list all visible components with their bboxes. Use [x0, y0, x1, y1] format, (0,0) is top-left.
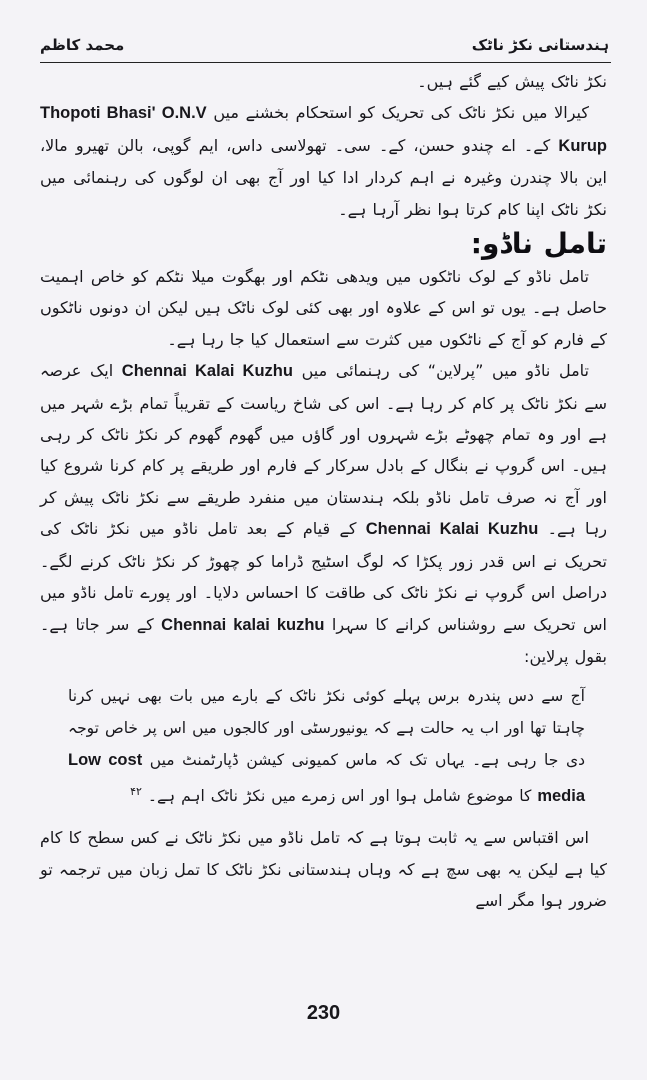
paragraph-text: کے سر جاتا ہے۔ بقول پرلاین:	[40, 614, 607, 666]
paragraph-text: کے قیام کے بعد تامل ناڈو میں نکڑ ناٹک کی تحریک نے اس قدر زور پکڑا کہ لوگ اسٹیج ڈراما کو چھوڑ کر نکڑ ناٹک کرنے لگے۔ دراصل اس گروپ نے نکڑ ناٹک کی طاقت کا احساس دلایا۔ اور پورے تامل ناڈو میں اس تحریک سے روشناس کرانے کا سہرا	[40, 519, 607, 634]
paragraph-text: کیرالا میں نکڑ ناٹک کی تحریک کو استحکام بخشنے میں	[213, 103, 589, 123]
page-number: 230	[306, 1002, 341, 1024]
english-name: Thopoti Bhasi' O.N.V Kurup	[40, 104, 607, 155]
quote-text	[68, 680, 585, 812]
english-name: Chennai kalai kuzhu	[161, 615, 325, 634]
english-term: Low cost media	[68, 751, 585, 806]
paragraph-text: اس اقتباس سے یہ ثابت ہوتا ہے کہ تامل ناڈو میں نکڑ ناٹک نے کس سطح کا کام کیا ہے لیکن یہ بھی سچ ہے کہ وہاں ہندستانی نکڑ ناٹک کا تمل زبان میں ترجمہ تو ضرور ہوا مگر اسے	[40, 828, 607, 911]
paragraph-text: نکڑ ناٹک پیش کیے گئے ہیں۔	[417, 72, 607, 91]
block-quote	[68, 680, 585, 812]
book-title: ہندستانی نکڑ ناٹک	[471, 36, 609, 54]
paragraph	[40, 822, 607, 916]
paragraph-text: تامل ناڈو میں ”پرلاین“ کی رہنمائی میں	[301, 361, 590, 381]
english-name: Chennai Kalai Kuzhu	[121, 362, 293, 381]
paragraph-text: کا موضوع شامل ہوا اور اس زمرے میں نکڑ ناٹک اہم ہے۔	[147, 787, 532, 806]
paragraph	[40, 66, 607, 97]
english-name: Chennai Kalai Kuzhu	[365, 520, 539, 539]
page-body	[40, 66, 607, 917]
paragraph	[40, 355, 607, 672]
author-name: محمد کاظم	[40, 36, 125, 54]
paragraph-text: تامل ناڈو کے لوک ناٹکوں میں ویدھی نٹکم اور بھگوت میلا نٹکم کو خاص اہمیت حاصل ہے۔ یوں تو اس کے علاوہ اور بھی کئی لوک ناٹک ہیں لیکن ان دونوں ناٹکوں کے فارم کو آج کے ناٹکوں میں کثرت سے استعمال کیا جا رہا ہے۔	[40, 267, 607, 349]
running-header	[40, 30, 611, 63]
paragraph-text: ایک عرصہ سے نکڑ ناٹک پر کام کر رہا ہے۔ اس کی شاخ ریاست کے تقریباً تمام بڑے شہر میں ہے اور وہ تمام چھوٹے بڑے شہروں اور گاؤں میں گھوم گھوم کر نکڑ ناٹک کر رہی ہیں۔ اس گروپ نے بنگال کے بادل سرکار کے فارم اور طریقے پر کام کرنا شروع کیا اور آج نہ صرف تامل ناڈو بلکہ ہندستان میں منفرد طریقے سے نکڑ ناٹک پیش کر رہا ہے۔	[40, 361, 608, 539]
paragraph	[40, 97, 607, 225]
paragraph	[40, 261, 607, 355]
section-heading: تامل ناڈو:	[470, 227, 607, 261]
paragraph-text: کے۔ اے چندو حسن، کے۔ سی۔ تھولاسی داس، ایم گوپی، بالن تھیرو مالا، این بالا چندرن وغیرہ نے اہم کردار ادا کیا اور آج بھی ان لوگوں کی رہنمائی میں نکڑ ناٹک اپنا کام کرتا ہوا نظر آرہا ہے۔	[40, 135, 607, 219]
paragraph-text: آج سے دس پندرہ برس پہلے کوئی نکڑ ناٹک کے بارے میں بات بھی نہیں کرنا چاہتا تھا اور اب یہ حالت ہے کہ یونیورسٹی اور کالجوں میں اس پر خاص توجہ دی جا رہی ہے۔ یہاں تک کہ ماس کمیونی کیشن ڈپارٹمنٹ میں	[68, 687, 585, 770]
footnote-reference: ۴۲	[130, 785, 142, 799]
